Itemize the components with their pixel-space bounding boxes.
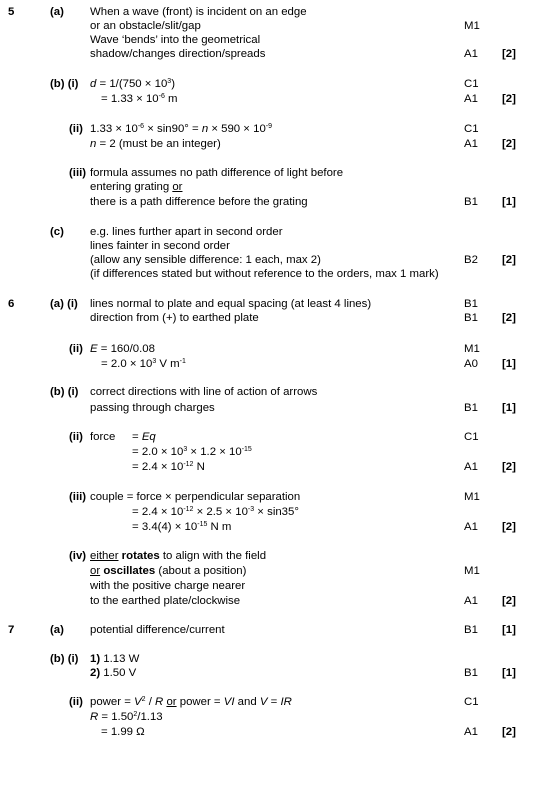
mark-code: A1	[464, 595, 478, 607]
part-label: (b) (i)	[50, 653, 79, 665]
part-label: (ii)	[69, 431, 83, 443]
question-number: 7	[8, 624, 15, 636]
answer-line: formula assumes no path difference of light before	[90, 167, 344, 179]
answer-line: n = 2 (must be an integer)	[90, 138, 221, 150]
part-label: (c)	[50, 226, 64, 238]
answer-line: 1) 1.13 W	[90, 653, 140, 665]
answer-line: couple = force × perpendicular separation	[90, 491, 301, 503]
part-label: (b) (i)	[50, 78, 79, 90]
part-label: (ii)	[69, 343, 83, 355]
mark-code: C1	[464, 123, 479, 135]
mark-code: C1	[464, 78, 479, 90]
answer-line: $1.33 \times 10^{-6} \times \sin 90^\circ = n \times 590 \times 10^{-9}$	[90, 123, 273, 135]
mark-code: M1	[464, 491, 480, 503]
answer-line: direction from (+) to earthed plate	[90, 312, 259, 324]
answer-line: lines fainter in second order	[90, 240, 230, 252]
mark-code: B1	[464, 196, 478, 208]
mark-total: [1]	[502, 667, 516, 679]
answer-line: with the positive charge nearer	[90, 580, 246, 592]
answer-line: = Eq	[132, 431, 156, 443]
part-label: (a)	[50, 624, 64, 636]
question-number: 5	[8, 6, 15, 18]
answer-line: = $3.4(4) \times 10^{-15}$ N m	[132, 521, 232, 533]
mark-code: A1	[464, 93, 478, 105]
mark-total: [2]	[502, 138, 516, 150]
answer-line: correct directions with line of action of arrows	[90, 386, 318, 398]
mark-code: M1	[464, 343, 480, 355]
answer-word: force	[90, 431, 116, 443]
question-number: 6	[8, 298, 15, 310]
answer-line: entering grating or	[90, 181, 183, 193]
answer-line: potential difference/current	[90, 624, 225, 636]
answer-line: $R = 1.50^2/1.13$	[90, 711, 163, 723]
mark-total: [1]	[502, 402, 516, 414]
answer-line: 2) 1.50 V	[90, 667, 137, 679]
answer-line: = $2.4 \times 10^{-12} \times 2.5 \times 10^{-3} \times \sin 35^\circ$	[132, 506, 299, 518]
answer-line: shadow/changes direction/spreads	[90, 48, 266, 60]
answer-line: lines normal to plate and equal spacing (at least 4 lines)	[90, 298, 372, 310]
answer-line: E = 160/0.08	[90, 343, 155, 355]
answer-line: $d = 1/(750 \times 10^3)$	[90, 78, 175, 90]
answer-line: or oscillates (about a position)	[90, 565, 247, 577]
mark-code: A0	[464, 358, 478, 370]
mark-code: C1	[464, 431, 479, 443]
answer-line: passing through charges	[90, 402, 215, 414]
mark-total: [1]	[502, 358, 516, 370]
answer-line: = 1.99 Ω	[101, 726, 145, 738]
part-label: (a) (i)	[50, 298, 78, 310]
mark-code: C1	[464, 696, 479, 708]
answer-line: Wave ‘bends’ into the geometrical	[90, 34, 261, 46]
part-label: (b) (i)	[50, 386, 79, 398]
part-label: (iv)	[69, 550, 87, 562]
mark-code: B1	[464, 624, 478, 636]
mark-total: [1]	[502, 196, 516, 208]
mark-code: A1	[464, 461, 478, 473]
part-label: (iii)	[69, 491, 87, 503]
part-label: (iii)	[69, 167, 87, 179]
mark-total: [2]	[502, 461, 516, 473]
mark-total: [2]	[502, 726, 516, 738]
answer-line: (allow any sensible difference: 1 each, max 2)	[90, 254, 321, 266]
mark-total: [1]	[502, 624, 516, 636]
mark-total: [2]	[502, 521, 516, 533]
answer-line: or an obstacle/slit/gap	[90, 20, 201, 32]
answer-line: When a wave (front) is incident on an edge	[90, 6, 307, 18]
mark-code: A1	[464, 138, 478, 150]
mark-code: B1	[464, 312, 478, 324]
answer-line: to the earthed plate/clockwise	[90, 595, 241, 607]
mark-total: [2]	[502, 254, 516, 266]
answer-line: = $2.0 \times 10^3 \times 1.2 \times 10^{-15}$	[132, 446, 252, 458]
mark-code: A1	[464, 521, 478, 533]
mark-code: B1	[464, 402, 478, 414]
part-label: (a)	[50, 6, 64, 18]
answer-line: either rotates to align with the field	[90, 550, 267, 562]
answer-line: power = $V^2$ / R or power = VI and V = IR	[90, 696, 292, 708]
mark-total: [2]	[502, 595, 516, 607]
mark-code: B2	[464, 254, 478, 266]
answer-line: (if differences stated but without reference to the orders, max 1 mark)	[90, 268, 439, 280]
answer-line: = $1.33 \times 10^{-6}$ m	[101, 93, 178, 105]
mark-total: [2]	[502, 48, 516, 60]
answer-line: there is a path difference before the grating	[90, 196, 308, 208]
mark-code: B1	[464, 298, 478, 310]
mark-total: [2]	[502, 312, 516, 324]
mark-total: [2]	[502, 93, 516, 105]
answer-line: e.g. lines further apart in second order	[90, 226, 283, 238]
part-label: (ii)	[69, 123, 83, 135]
mark-code: B1	[464, 667, 478, 679]
mark-code: A1	[464, 726, 478, 738]
mark-code: M1	[464, 20, 480, 32]
part-label: (ii)	[69, 696, 83, 708]
answer-line: = $2.4 \times 10^{-12}$ N	[132, 461, 205, 473]
answer-line: = $2.0 \times 10^3$ V $m^{-1}$	[101, 358, 186, 370]
mark-code: M1	[464, 565, 480, 577]
mark-code: A1	[464, 48, 478, 60]
